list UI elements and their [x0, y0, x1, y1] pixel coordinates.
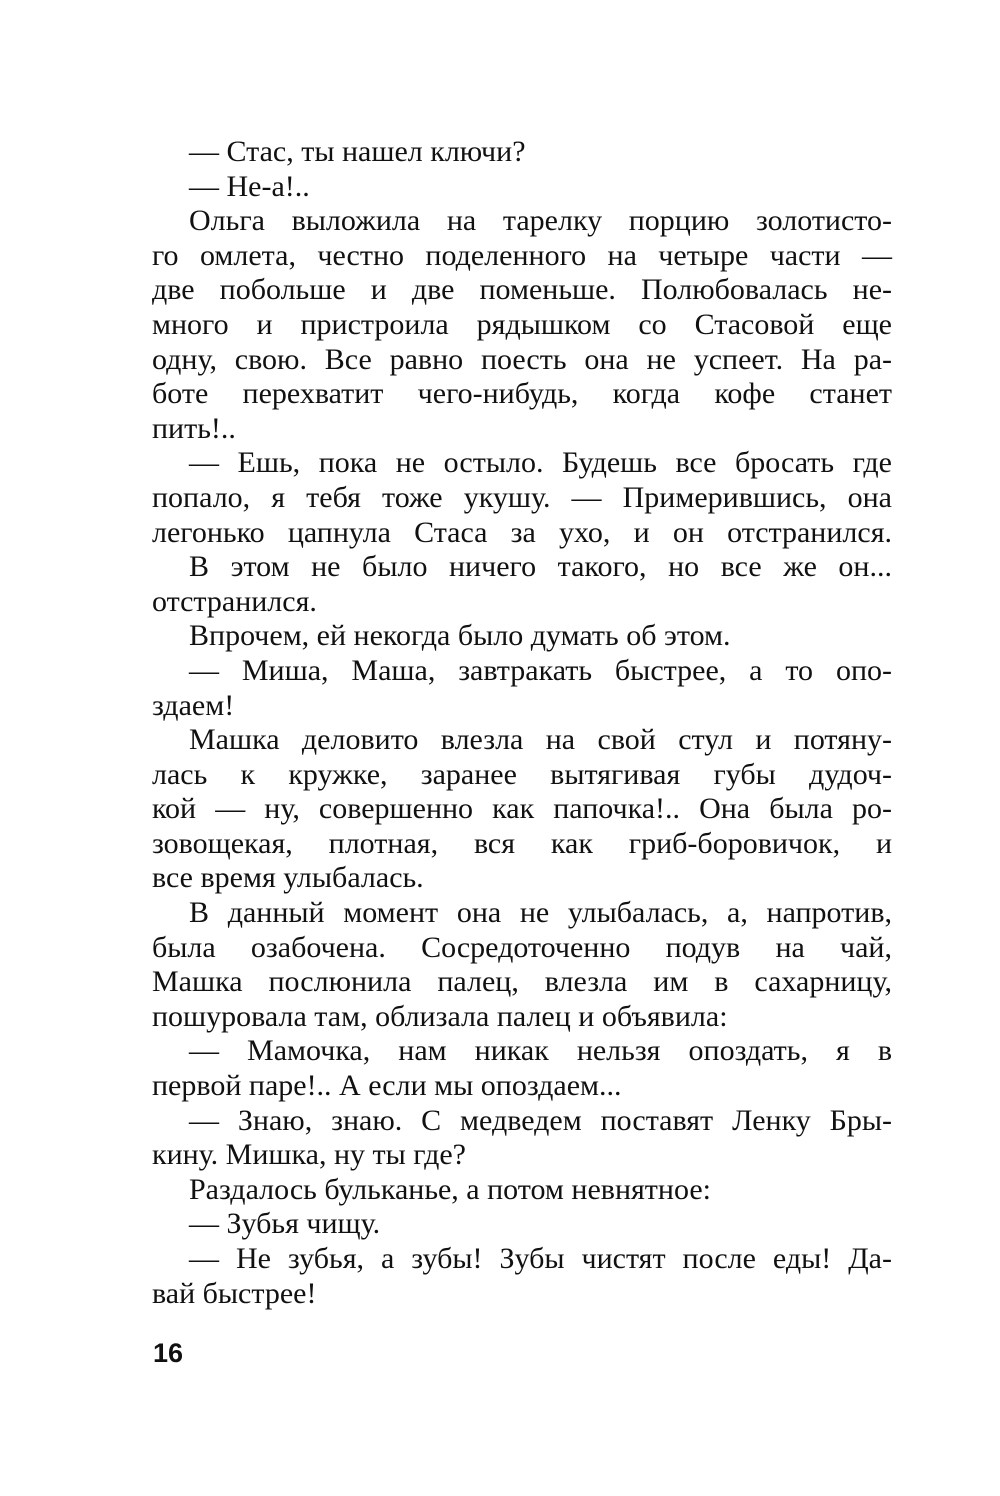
text-line: вай быстрее! [152, 1276, 317, 1310]
text-line: — Ешь, пока не остыло. Будешь все бросать где [189, 446, 892, 480]
text-line: Машка деловито влезла на свой стул и потяну- [189, 723, 892, 757]
text-line: здаем! [152, 688, 235, 722]
text-line: — Знаю, знаю. С медведем поставят Ленку Бры- [189, 1103, 892, 1137]
text-line: зовощекая, плотная, вся как гриб-боровичок, и [152, 826, 892, 860]
page-number: 16 [153, 1338, 184, 1368]
text-line: Машка послюнила палец, влезла им в сахарницу, [152, 965, 892, 999]
text-line: — Зубья чищу. [189, 1207, 381, 1241]
text-line: — Не-а!.. [189, 169, 310, 203]
text-line: — Стас, ты нашел ключи? [189, 135, 526, 168]
text-line: первой паре!.. А если мы опоздаем... [152, 1069, 622, 1103]
text-line: кину. Мишка, ну ты где? [152, 1138, 466, 1172]
text-line: Впрочем, ей некогда было думать об этом. [189, 619, 731, 653]
text-line: была озабочена. Сосредоточенно подув на чай, [152, 930, 892, 964]
text-line: В данный момент она не улыбалась, а, напротив, [189, 896, 892, 930]
text-line: попало, я тебя тоже укушу. — Примерившись, она [152, 480, 892, 514]
text-line: пошуровала там, облизала палец и объявила: [152, 999, 728, 1033]
text-line: — Миша, Маша, завтракать быстрее, а то опо- [189, 653, 892, 687]
text-line: Раздалось бульканье, а потом невнятное: [189, 1172, 711, 1206]
text-line: все время улыбалась. [152, 861, 424, 895]
text-line: В этом не было ничего такого, но все же он... [189, 550, 892, 584]
text-line: кой — ну, совершенно как папочка!.. Она была ро- [152, 792, 892, 826]
text-line: одну, свою. Все равно поесть она не успеет. На ра- [152, 342, 892, 376]
text-line: пить!.. [152, 411, 236, 445]
text-line: отстранился. [152, 584, 317, 618]
text-line: Ольга выложила на тарелку порцию золотисто- [189, 204, 892, 238]
text-line: лась к кружке, заранее вытягивая губы дудоч- [152, 757, 892, 791]
text-line: — Мамочка, нам никак нельзя опоздать, я в [189, 1034, 892, 1068]
text-line: много и пристроила рядышком со Стасовой еще [152, 307, 892, 341]
text-line: боте перехватит чего-нибудь, когда кофе станет [152, 377, 892, 411]
text-line: го омлета, честно поделенного на четыре части — [152, 238, 892, 272]
text-line: — Не зубья, а зубы! Зубы чистят после еды! Да- [189, 1242, 892, 1275]
body-text [152, 135, 892, 1311]
text-line: две побольше и две поменьше. Полюбовалась не- [152, 273, 892, 307]
text-line: легонько цапнула Стаса за ухо, и он отстранился. [152, 515, 892, 549]
